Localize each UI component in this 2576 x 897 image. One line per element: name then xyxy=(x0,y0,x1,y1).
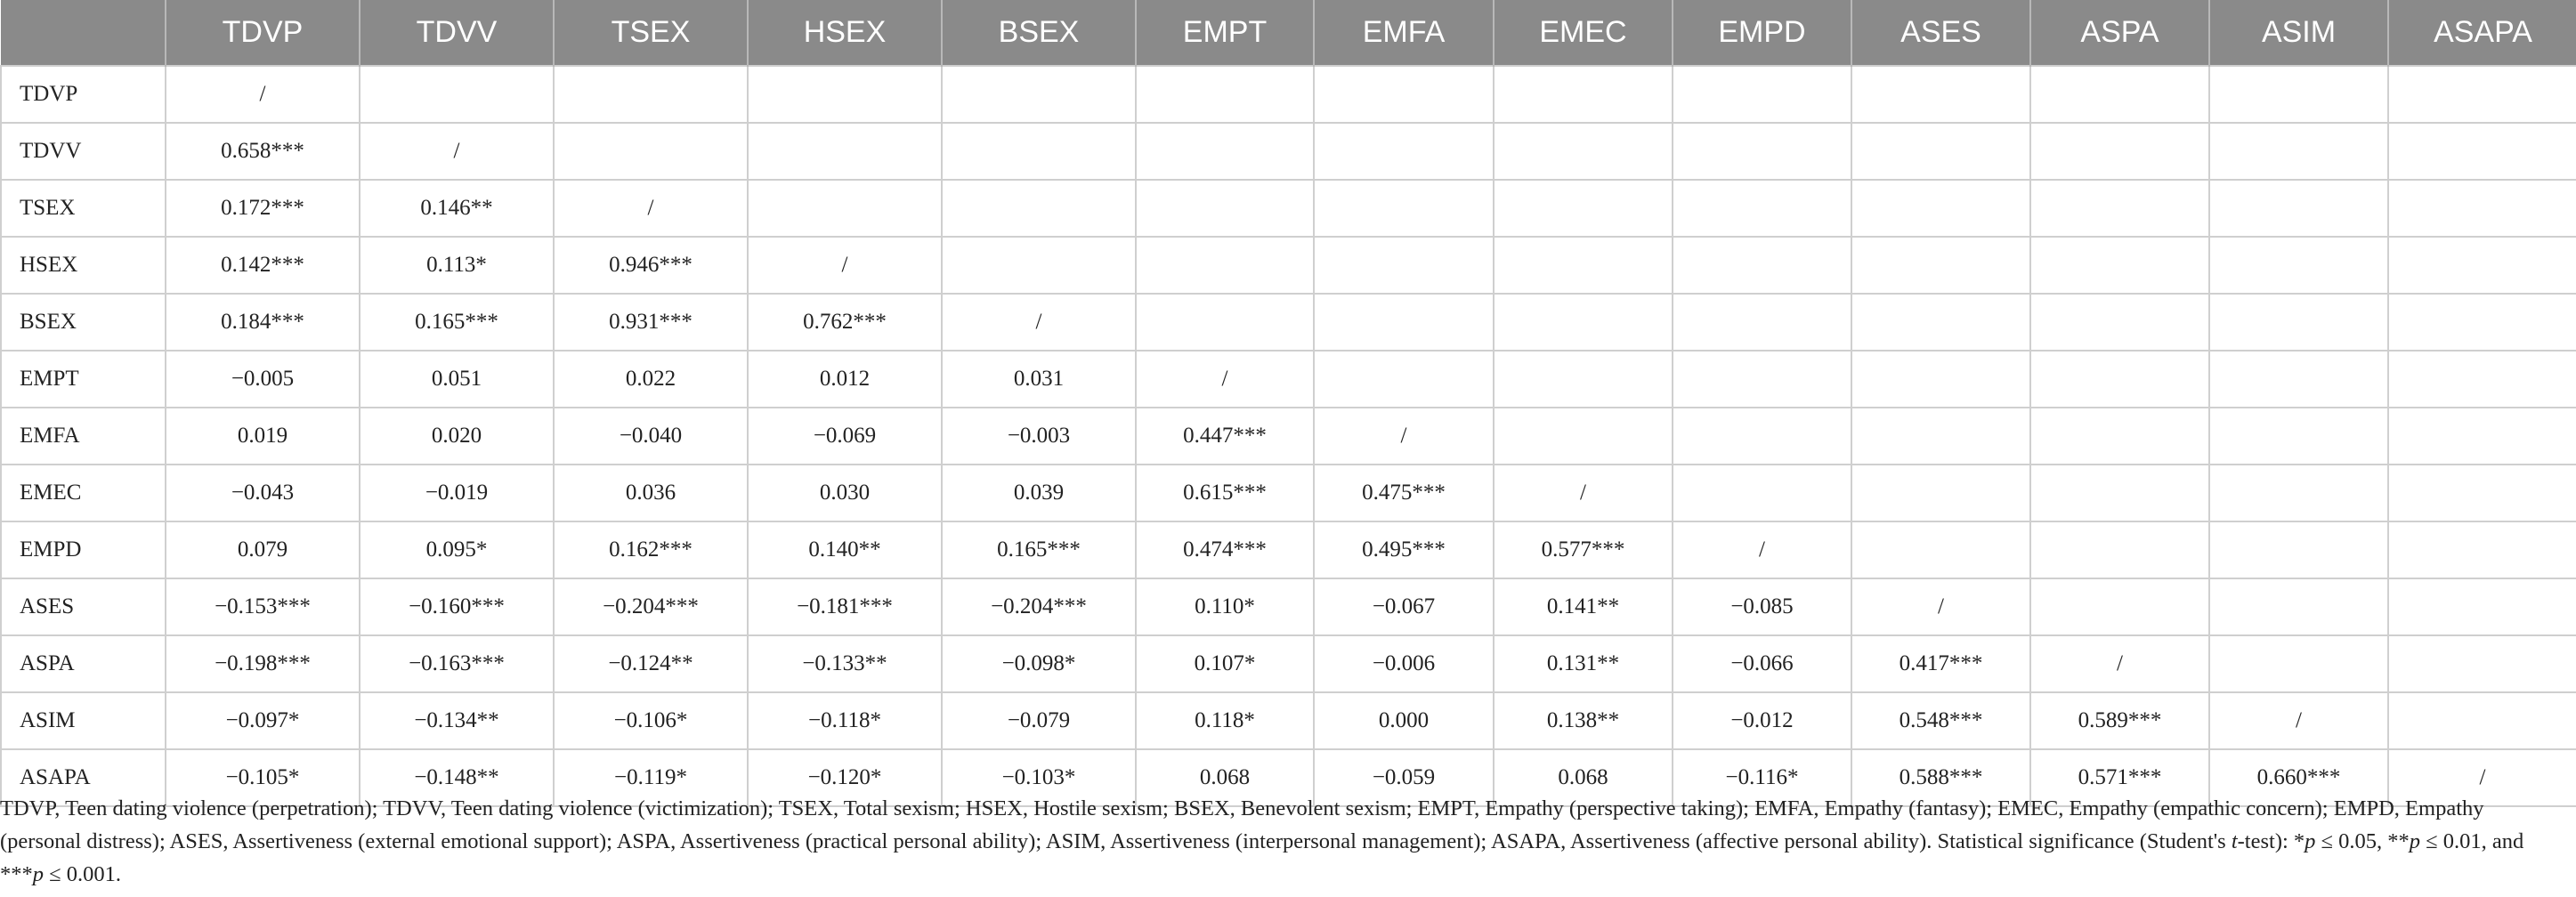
correlation-cell: −0.204*** xyxy=(554,578,748,635)
correlation-cell xyxy=(2030,521,2209,578)
correlation-cell xyxy=(1673,66,1851,123)
correlation-cell xyxy=(1314,180,1494,237)
correlation-cell: −0.116* xyxy=(1673,749,1851,806)
correlation-cell: 0.162*** xyxy=(554,521,748,578)
correlation-cell: 0.146** xyxy=(360,180,554,237)
row-label: EMFA xyxy=(1,408,166,465)
column-header: TSEX xyxy=(554,0,748,66)
correlation-cell xyxy=(2030,351,2209,408)
correlation-cell: 0.022 xyxy=(554,351,748,408)
correlation-cell xyxy=(2030,294,2209,351)
footnote-t-italic: t xyxy=(2231,829,2238,853)
correlation-cell: / xyxy=(1851,578,2030,635)
row-label: TSEX xyxy=(1,180,166,237)
correlation-cell: −0.160*** xyxy=(360,578,554,635)
correlation-cell xyxy=(2388,180,2576,237)
correlation-cell: −0.098* xyxy=(942,635,1136,692)
correlation-cell: 0.051 xyxy=(360,351,554,408)
correlation-cell xyxy=(1851,465,2030,521)
correlation-cell xyxy=(1494,294,1673,351)
correlation-cell: −0.120* xyxy=(748,749,942,806)
row-label: TDVP xyxy=(1,66,166,123)
correlation-cell: 0.107* xyxy=(1136,635,1314,692)
correlation-cell: 0.039 xyxy=(942,465,1136,521)
correlation-cell xyxy=(1494,66,1673,123)
table-row xyxy=(1,180,2576,237)
table-row xyxy=(1,635,2576,692)
footnote-abbreviations: TDVP, Teen dating violence (perpetration); TDVV, Teen dating violence (victimization); TSEX, Total sexism; HSEX, Hostile sexism; BSEX, Benevolent sexism; EMPT, Empathy (perspective taking); EMFA, Empathy (fantasy); EMEC, Empathy (empathic concern); EMPD, Empathy (personal distress); ASES, Assertiveness (external emotional support); ASPA, Assertiveness (practical personal ability); ASIM, Assertiveness (interpersonal management); ASAPA, Assertiveness (affective personal ability). Statistical significance (Student's xyxy=(0,796,2484,853)
correlation-cell xyxy=(1136,237,1314,294)
correlation-cell xyxy=(1136,180,1314,237)
correlation-cell xyxy=(2209,521,2388,578)
column-header: TDVV xyxy=(360,0,554,66)
correlation-cell xyxy=(748,180,942,237)
column-header: EMEC xyxy=(1494,0,1673,66)
table-row xyxy=(1,521,2576,578)
correlation-cell: / xyxy=(1314,408,1494,465)
correlation-cell xyxy=(2030,237,2209,294)
row-label: EMEC xyxy=(1,465,166,521)
correlation-cell: / xyxy=(166,66,360,123)
correlation-cell xyxy=(942,66,1136,123)
correlation-cell xyxy=(1851,237,2030,294)
footnote-sig-005: ≤ 0.05, ** xyxy=(2315,829,2410,853)
correlation-cell xyxy=(1673,465,1851,521)
table-row xyxy=(1,351,2576,408)
column-header: EMPD xyxy=(1673,0,1851,66)
correlation-cell: 0.000 xyxy=(1314,692,1494,749)
correlation-cell xyxy=(2209,237,2388,294)
correlation-cell xyxy=(1673,237,1851,294)
correlation-cell xyxy=(2030,180,2209,237)
correlation-cell xyxy=(1314,351,1494,408)
row-label: EMPD xyxy=(1,521,166,578)
correlation-cell xyxy=(1314,294,1494,351)
correlation-cell xyxy=(1494,237,1673,294)
column-header: ASAPA xyxy=(2388,0,2576,66)
correlation-cell: 0.030 xyxy=(748,465,942,521)
correlation-cell xyxy=(2209,66,2388,123)
correlation-cell xyxy=(1673,180,1851,237)
correlation-cell xyxy=(2388,237,2576,294)
correlation-cell xyxy=(1673,294,1851,351)
correlation-cell xyxy=(2388,408,2576,465)
footnote-sig-001: ≤ 0.01, and *** xyxy=(0,829,2524,886)
column-header: TDVP xyxy=(166,0,360,66)
correlation-cell xyxy=(2388,66,2576,123)
correlation-cell: 0.548*** xyxy=(1851,692,2030,749)
correlation-cell: −0.006 xyxy=(1314,635,1494,692)
correlation-cell xyxy=(1314,237,1494,294)
correlation-cell xyxy=(2209,180,2388,237)
footnote-p-symbol: p xyxy=(2305,829,2316,853)
correlation-cell xyxy=(2388,351,2576,408)
correlation-cell: 0.110* xyxy=(1136,578,1314,635)
correlation-cell: 0.118* xyxy=(1136,692,1314,749)
correlation-cell xyxy=(1851,408,2030,465)
correlation-cell: −0.163*** xyxy=(360,635,554,692)
row-label: ASPA xyxy=(1,635,166,692)
correlation-cell: −0.106* xyxy=(554,692,748,749)
correlation-cell: 0.142*** xyxy=(166,237,360,294)
correlation-cell xyxy=(1494,351,1673,408)
row-label: EMPT xyxy=(1,351,166,408)
correlation-cell: −0.003 xyxy=(942,408,1136,465)
row-label: TDVV xyxy=(1,123,166,180)
correlation-cell: −0.148** xyxy=(360,749,554,806)
column-header: ASIM xyxy=(2209,0,2388,66)
correlation-cell: 0.068 xyxy=(1136,749,1314,806)
row-label: HSEX xyxy=(1,237,166,294)
correlation-cell xyxy=(1314,123,1494,180)
table-row xyxy=(1,578,2576,635)
correlation-cell xyxy=(1314,66,1494,123)
correlation-cell xyxy=(2388,635,2576,692)
correlation-cell xyxy=(2388,294,2576,351)
correlation-cell: / xyxy=(2030,635,2209,692)
correlation-cell: −0.019 xyxy=(360,465,554,521)
correlation-cell xyxy=(2030,408,2209,465)
correlation-cell: 0.474*** xyxy=(1136,521,1314,578)
correlation-cell xyxy=(554,66,748,123)
correlation-cell: 0.036 xyxy=(554,465,748,521)
correlation-cell xyxy=(2209,408,2388,465)
correlation-cell xyxy=(2388,465,2576,521)
correlation-cell: 0.660*** xyxy=(2209,749,2388,806)
correlation-cell xyxy=(2030,465,2209,521)
correlation-cell: −0.181*** xyxy=(748,578,942,635)
correlation-cell: −0.204*** xyxy=(942,578,1136,635)
table-row xyxy=(1,66,2576,123)
correlation-cell: 0.658*** xyxy=(166,123,360,180)
footnote-p-symbol: p xyxy=(2409,829,2420,853)
correlation-cell: −0.043 xyxy=(166,465,360,521)
correlation-cell: 0.577*** xyxy=(1494,521,1673,578)
correlation-cell: 0.020 xyxy=(360,408,554,465)
column-header: ASES xyxy=(1851,0,2030,66)
correlation-cell: −0.134** xyxy=(360,692,554,749)
correlation-cell xyxy=(1494,180,1673,237)
table-footnote xyxy=(0,792,2564,891)
correlation-cell: −0.097* xyxy=(166,692,360,749)
correlation-cell xyxy=(1673,408,1851,465)
correlation-cell: / xyxy=(1673,521,1851,578)
correlation-cell: 0.615*** xyxy=(1136,465,1314,521)
correlation-cell xyxy=(2209,578,2388,635)
correlation-cell: 0.931*** xyxy=(554,294,748,351)
correlation-cell: / xyxy=(2388,749,2576,806)
header-row xyxy=(1,0,2576,66)
table-body xyxy=(1,66,2576,806)
correlation-cell xyxy=(1673,123,1851,180)
correlation-cell: −0.059 xyxy=(1314,749,1494,806)
correlation-cell xyxy=(1851,521,2030,578)
correlation-cell: / xyxy=(942,294,1136,351)
correlation-cell: / xyxy=(2209,692,2388,749)
correlation-cell xyxy=(2388,692,2576,749)
correlation-cell xyxy=(748,123,942,180)
correlation-cell: 0.141** xyxy=(1494,578,1673,635)
correlation-cell: −0.012 xyxy=(1673,692,1851,749)
correlation-cell xyxy=(1494,123,1673,180)
correlation-cell xyxy=(2209,351,2388,408)
correlation-cell: 0.165*** xyxy=(360,294,554,351)
correlation-cell: 0.588*** xyxy=(1851,749,2030,806)
correlation-cell xyxy=(1851,66,2030,123)
correlation-cell: 0.113* xyxy=(360,237,554,294)
correlation-cell: −0.198*** xyxy=(166,635,360,692)
correlation-cell: −0.118* xyxy=(748,692,942,749)
correlation-cell: 0.946*** xyxy=(554,237,748,294)
table-row xyxy=(1,123,2576,180)
correlation-cell: −0.105* xyxy=(166,749,360,806)
correlation-cell xyxy=(2209,123,2388,180)
correlation-cell xyxy=(1673,351,1851,408)
correlation-cell xyxy=(1851,180,2030,237)
correlation-cell: 0.417*** xyxy=(1851,635,2030,692)
footnote-test-text: -test): * xyxy=(2237,829,2305,853)
row-label: BSEX xyxy=(1,294,166,351)
correlation-cell: / xyxy=(748,237,942,294)
table-row xyxy=(1,294,2576,351)
correlation-cell: 0.571*** xyxy=(2030,749,2209,806)
footnote-p-symbol: p xyxy=(32,862,44,886)
correlation-cell xyxy=(2030,66,2209,123)
correlation-cell xyxy=(2388,521,2576,578)
correlation-cell: 0.131** xyxy=(1494,635,1673,692)
correlation-cell xyxy=(1851,294,2030,351)
correlation-cell: / xyxy=(554,180,748,237)
correlation-cell: −0.133** xyxy=(748,635,942,692)
correlation-cell: 0.031 xyxy=(942,351,1136,408)
correlation-cell: −0.066 xyxy=(1673,635,1851,692)
correlation-cell xyxy=(2030,123,2209,180)
correlation-cell xyxy=(1851,123,2030,180)
correlation-cell: −0.069 xyxy=(748,408,942,465)
correlation-cell xyxy=(2209,635,2388,692)
correlation-cell: −0.040 xyxy=(554,408,748,465)
correlation-cell: 0.172*** xyxy=(166,180,360,237)
correlation-cell: / xyxy=(1136,351,1314,408)
correlation-cell: 0.165*** xyxy=(942,521,1136,578)
correlation-cell: 0.140** xyxy=(748,521,942,578)
correlation-cell xyxy=(2388,578,2576,635)
table-row xyxy=(1,237,2576,294)
correlation-cell: 0.019 xyxy=(166,408,360,465)
correlation-cell: −0.153*** xyxy=(166,578,360,635)
correlation-cell: 0.184*** xyxy=(166,294,360,351)
correlation-cell: −0.124** xyxy=(554,635,748,692)
column-header: EMPT xyxy=(1136,0,1314,66)
correlation-cell xyxy=(2030,578,2209,635)
correlation-cell: −0.067 xyxy=(1314,578,1494,635)
correlation-cell: / xyxy=(1494,465,1673,521)
correlation-cell: −0.119* xyxy=(554,749,748,806)
correlation-cell: 0.095* xyxy=(360,521,554,578)
table-row xyxy=(1,465,2576,521)
row-label: ASAPA xyxy=(1,749,166,806)
correlation-cell: −0.079 xyxy=(942,692,1136,749)
column-header: EMFA xyxy=(1314,0,1494,66)
correlation-cell: 0.138** xyxy=(1494,692,1673,749)
footnote-sig-0001: ≤ 0.001. xyxy=(44,862,121,886)
table-row xyxy=(1,408,2576,465)
table-row xyxy=(1,692,2576,749)
correlation-cell xyxy=(942,237,1136,294)
row-label: ASES xyxy=(1,578,166,635)
correlation-cell xyxy=(1136,123,1314,180)
column-header: HSEX xyxy=(748,0,942,66)
correlation-cell xyxy=(2209,294,2388,351)
correlation-cell: / xyxy=(360,123,554,180)
correlation-cell xyxy=(554,123,748,180)
correlation-cell xyxy=(1136,66,1314,123)
correlation-cell xyxy=(360,66,554,123)
column-header: BSEX xyxy=(942,0,1136,66)
correlation-cell: 0.762*** xyxy=(748,294,942,351)
correlation-cell: 0.068 xyxy=(1494,749,1673,806)
correlation-cell: 0.447*** xyxy=(1136,408,1314,465)
correlation-cell xyxy=(1136,294,1314,351)
correlation-cell xyxy=(1851,351,2030,408)
correlation-cell xyxy=(942,180,1136,237)
correlation-cell: 0.475*** xyxy=(1314,465,1494,521)
header-corner xyxy=(1,0,166,66)
correlation-cell: −0.085 xyxy=(1673,578,1851,635)
correlation-cell: 0.495*** xyxy=(1314,521,1494,578)
column-header: ASPA xyxy=(2030,0,2209,66)
correlation-cell: 0.589*** xyxy=(2030,692,2209,749)
correlation-cell xyxy=(942,123,1136,180)
row-label: ASIM xyxy=(1,692,166,749)
correlation-cell: 0.079 xyxy=(166,521,360,578)
correlation-cell xyxy=(1494,408,1673,465)
correlation-cell xyxy=(748,66,942,123)
correlation-cell xyxy=(2388,123,2576,180)
correlation-cell: −0.005 xyxy=(166,351,360,408)
correlation-cell: −0.103* xyxy=(942,749,1136,806)
correlation-cell: 0.012 xyxy=(748,351,942,408)
correlation-cell xyxy=(2209,465,2388,521)
